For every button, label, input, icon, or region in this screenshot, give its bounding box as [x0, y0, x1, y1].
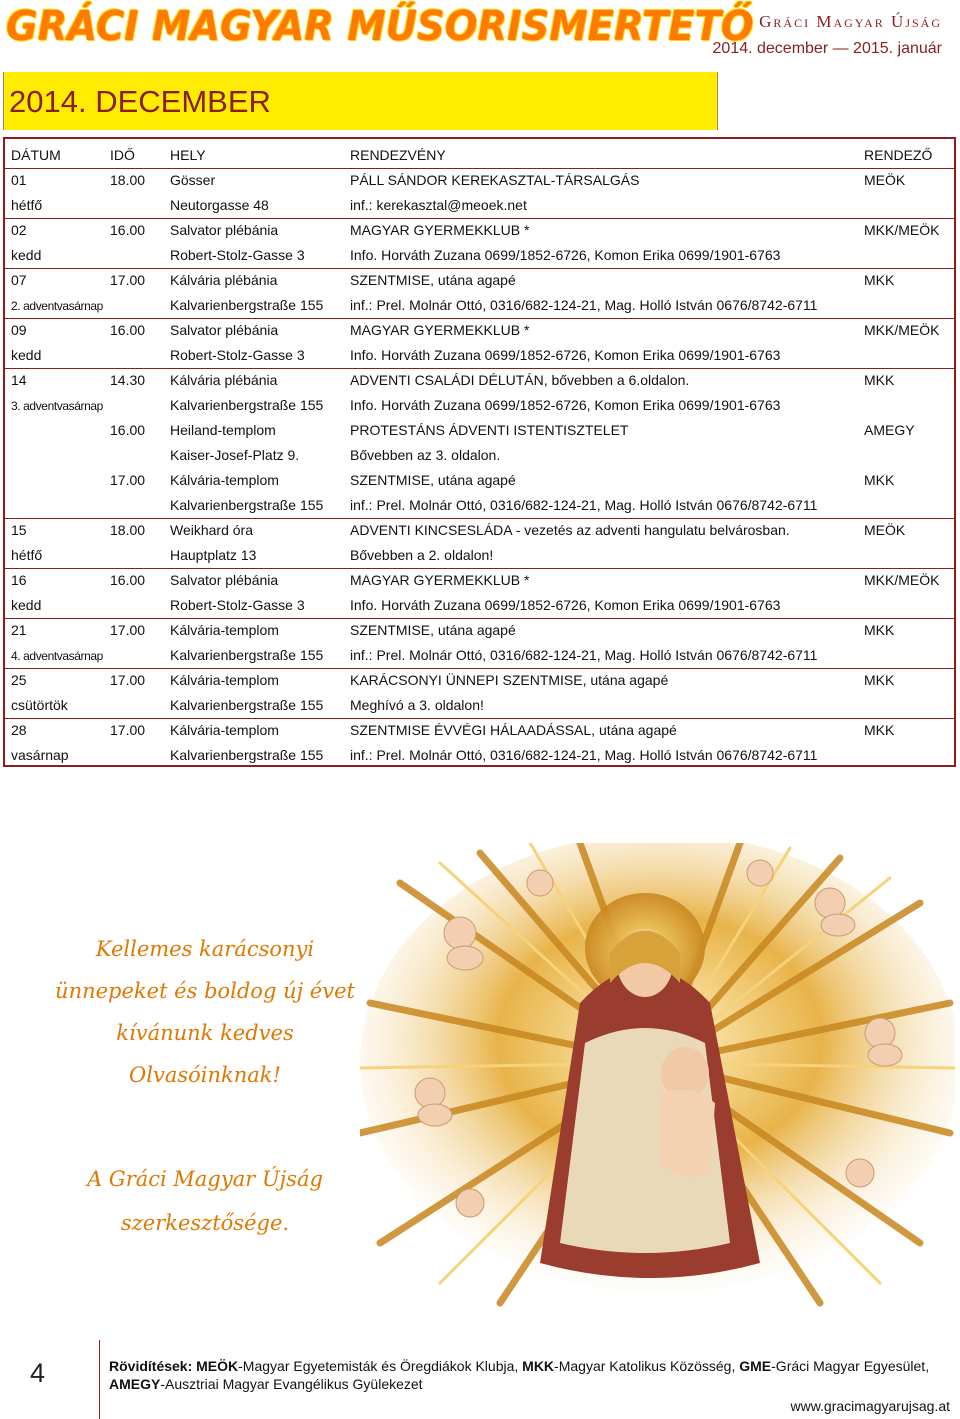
- table-row: [5, 368, 954, 393]
- greeting-line: kívánunk kedves: [116, 1021, 294, 1045]
- cell-organizer: MKK/MEÖK: [864, 572, 940, 588]
- table-row: [5, 743, 954, 768]
- table-row: [5, 618, 954, 643]
- cell-place: Kálvária plébánia: [170, 272, 278, 288]
- cell-event: Bővebben az 3. oldalon.: [350, 447, 501, 463]
- cell-event: SZENTMISE, utána agapé: [350, 622, 516, 638]
- cell-place: Kálvária-templom: [170, 622, 279, 638]
- cell-event: Bővebben a 2. oldalon!: [350, 547, 494, 563]
- cell-date: kedd: [11, 347, 42, 363]
- website-url: www.gracimagyarujsag.at: [790, 1398, 950, 1414]
- month-title: 2014. DECEMBER: [9, 84, 271, 119]
- table-row: [5, 193, 954, 218]
- cell-date: csütörtök: [11, 697, 68, 713]
- cell-event: SZENTMISE, utána agapé: [350, 272, 516, 288]
- cell-time: 16.00: [110, 572, 146, 588]
- table-row: [5, 218, 954, 243]
- abbrev-label: Rövidítések:: [109, 1358, 197, 1374]
- cell-time: 16.00: [110, 322, 146, 338]
- table-row: [5, 268, 954, 293]
- cell-event: inf.: kerekasztal@meoek.net: [350, 197, 527, 213]
- cell-date: 21: [11, 622, 27, 638]
- cell-organizer: MKK: [864, 672, 895, 688]
- table-row: [5, 568, 954, 593]
- cell-place: Kálvária-templom: [170, 472, 279, 488]
- header-title: GRÁCI MAGYAR MŰSORISMERTETŐ: [6, 2, 754, 50]
- cell-date: kedd: [11, 247, 42, 263]
- cell-organizer: MKK: [864, 622, 895, 638]
- table-row: [5, 593, 954, 618]
- cell-event: SZENTMISE ÉVVÉGI HÁLAADÁSSAL, utána agapé: [350, 722, 677, 738]
- cell-place: Robert-Stolz-Gasse 3: [170, 597, 305, 613]
- footer-divider: [99, 1340, 100, 1419]
- greeting-line: ünnepeket és boldog új évet: [55, 979, 355, 1003]
- table-row: [5, 243, 954, 268]
- cell-time: 17.00: [110, 622, 146, 638]
- cell-organizer: MEÖK: [864, 522, 906, 538]
- cell-organizer: MKK: [864, 472, 895, 488]
- cell-place: Kálvária plébánia: [170, 372, 278, 388]
- abbrev-text: -Ausztriai Magyar Evangélikus Gyülekezet: [160, 1376, 423, 1392]
- table-row: [5, 668, 954, 693]
- cell-event: inf.: Prel. Molnár Ottó, 0316/682-124-21, Mag. Holló István 0676/8742-6711: [350, 647, 818, 663]
- cell-place: Kalvarienbergstraße 155: [170, 497, 324, 513]
- abbrev-text: -Gráci Magyar Egyesület,: [771, 1358, 930, 1374]
- table-row: [5, 543, 954, 568]
- table-row: [5, 393, 954, 418]
- cell-place: Salvator plébánia: [170, 572, 279, 588]
- table-header-row: [5, 143, 954, 168]
- table-row: [5, 293, 954, 318]
- table-row: [5, 418, 954, 443]
- abbrev-text: -Magyar Katolikus Közösség,: [554, 1358, 740, 1374]
- cell-place: Kalvarienbergstraße 155: [170, 647, 324, 663]
- holiday-greeting: [40, 928, 370, 1096]
- cell-time: 18.00: [110, 172, 146, 188]
- cell-time: 14.30: [110, 372, 146, 388]
- cell-place: Kaiser-Josef-Platz 9.: [170, 447, 300, 463]
- issue-date-range: 2014. december — 2015. január: [712, 40, 942, 57]
- cell-event: Info. Horváth Zuzana 0699/1852-6726, Komon Erika 0699/1901-6763: [350, 247, 781, 263]
- cell-date: hétfő: [11, 197, 43, 213]
- table-row: [5, 168, 954, 193]
- greeting-line: Olvasóinknak!: [129, 1063, 281, 1087]
- cell-time: 17.00: [110, 722, 146, 738]
- cell-place: Hauptplatz 13: [170, 547, 257, 563]
- cell-organizer: MKK: [864, 722, 895, 738]
- cell-place: Neutorgasse 48: [170, 197, 269, 213]
- cell-organizer: MKK: [864, 272, 895, 288]
- cell-place: Gösser: [170, 172, 216, 188]
- signature-line: szerkesztősége.: [120, 1211, 290, 1235]
- greeting-line: Kellemes karácsonyi: [95, 937, 315, 961]
- cell-place: Kalvarienbergstraße 155: [170, 397, 324, 413]
- cell-date: 4. adventvasárnap: [11, 649, 103, 663]
- cell-place: Kalvarienbergstraße 155: [170, 747, 324, 763]
- cell-time: 16.00: [110, 222, 146, 238]
- cell-date: 15: [11, 522, 27, 538]
- cell-date: 07: [11, 272, 27, 288]
- cell-time: 18.00: [110, 522, 146, 538]
- cell-event: ADVENTI KINCSESLÁDA - vezetés az adventi hangulatu belvárosban.: [350, 522, 790, 538]
- cell-place: Weikhard óra: [170, 522, 254, 538]
- cell-organizer: AMEGY: [864, 422, 915, 438]
- cell-place: Salvator plébánia: [170, 222, 279, 238]
- cell-date: 2. adventvasárnap: [11, 299, 103, 313]
- cell-date: vasárnap: [11, 747, 69, 763]
- cell-date: 25: [11, 672, 27, 688]
- cell-event: inf.: Prel. Molnár Ottó, 0316/682-124-21, Mag. Holló István 0676/8742-6711: [350, 497, 818, 513]
- column-header-place: HELY: [170, 147, 206, 163]
- cell-organizer: MKK/MEÖK: [864, 222, 940, 238]
- madonna-altarpiece-image: [360, 843, 955, 1313]
- column-header-date: DÁTUM: [11, 147, 61, 163]
- cell-event: Meghívó a 3. oldalon!: [350, 697, 484, 713]
- cell-event: KARÁCSONYI ÜNNEPI SZENTMISE, utána agapé: [350, 672, 669, 688]
- header-info: [713, 12, 942, 58]
- cell-date: 01: [11, 172, 27, 188]
- column-header-organizer: RENDEZŐ: [864, 147, 933, 163]
- abbrev-code: MEÖK: [196, 1358, 239, 1374]
- cell-date: 02: [11, 222, 27, 238]
- cell-date: kedd: [11, 597, 42, 613]
- abbrev-code: AMEGY: [109, 1376, 161, 1392]
- table-row: [5, 443, 954, 468]
- cell-organizer: MKK/MEÖK: [864, 322, 940, 338]
- cell-place: Kálvária-templom: [170, 672, 279, 688]
- abbreviations-legend: [109, 1357, 949, 1393]
- cell-time: 17.00: [110, 272, 146, 288]
- cell-place: Salvator plébánia: [170, 322, 279, 338]
- abbrev-text: -Magyar Egyetemisták és Öregdiákok Klubja,: [238, 1358, 523, 1374]
- abbrev-code: GME: [739, 1358, 772, 1374]
- header-divider: [5, 168, 954, 169]
- event-schedule-table: [3, 137, 956, 767]
- cell-organizer: MKK: [864, 372, 895, 388]
- cell-place: Robert-Stolz-Gasse 3: [170, 347, 305, 363]
- cell-time: 16.00: [110, 422, 146, 438]
- cell-date: 14: [11, 372, 27, 388]
- cell-date: 09: [11, 322, 27, 338]
- month-banner: [3, 72, 718, 130]
- cell-place: Kálvária-templom: [170, 722, 279, 738]
- cell-event: SZENTMISE, utána agapé: [350, 472, 516, 488]
- cell-organizer: MEÖK: [864, 172, 906, 188]
- table-row: [5, 318, 954, 343]
- cell-event: PROTESTÁNS ÁDVENTI ISTENTISZTELET: [350, 422, 629, 438]
- column-header-event: RENDEZVÉNY: [350, 147, 446, 163]
- cell-time: 17.00: [110, 672, 146, 688]
- table-row: [5, 343, 954, 368]
- publication-name: Gráci Magyar Újság: [759, 12, 942, 31]
- cell-event: Info. Horváth Zuzana 0699/1852-6726, Komon Erika 0699/1901-6763: [350, 347, 781, 363]
- table-row: [5, 493, 954, 518]
- cell-time: 17.00: [110, 472, 146, 488]
- cell-date: 3. adventvasárnap: [11, 399, 103, 413]
- cell-event: MAGYAR GYERMEKKLUB *: [350, 322, 530, 338]
- cell-event: inf.: Prel. Molnár Ottó, 0316/682-124-21, Mag. Holló István 0676/8742-6711: [350, 297, 818, 313]
- cell-place: Kalvarienbergstraße 155: [170, 697, 324, 713]
- editorial-signature: [40, 1157, 370, 1245]
- page-number: 4: [30, 1358, 46, 1388]
- cell-date: 16: [11, 572, 27, 588]
- cell-event: PÁLL SÁNDOR KEREKASZTAL-TÁRSALGÁS: [350, 172, 640, 188]
- column-header-time: IDŐ: [110, 147, 135, 163]
- cell-event: Info. Horváth Zuzana 0699/1852-6726, Komon Erika 0699/1901-6763: [350, 597, 781, 613]
- cell-event: Info. Horváth Zuzana 0699/1852-6726, Komon Erika 0699/1901-6763: [350, 397, 781, 413]
- cell-event: MAGYAR GYERMEKKLUB *: [350, 222, 530, 238]
- cell-place: Heiland-templom: [170, 422, 276, 438]
- cell-event: ADVENTI CSALÁDI DÉLUTÁN, bővebben a 6.oldalon.: [350, 372, 690, 388]
- table-row: [5, 518, 954, 543]
- cell-place: Kalvarienbergstraße 155: [170, 297, 324, 313]
- cell-event: inf.: Prel. Molnár Ottó, 0316/682-124-21, Mag. Holló István 0676/8742-6711: [350, 747, 818, 763]
- cell-event: MAGYAR GYERMEKKLUB *: [350, 572, 530, 588]
- cell-place: Robert-Stolz-Gasse 3: [170, 247, 305, 263]
- table-row: [5, 718, 954, 743]
- cell-date: hétfő: [11, 547, 43, 563]
- table-row: [5, 693, 954, 718]
- table-row: [5, 468, 954, 493]
- abbrev-code: MKK: [522, 1358, 555, 1374]
- signature-line: A Gráci Magyar Újság: [87, 1167, 323, 1191]
- cell-date: 28: [11, 722, 27, 738]
- table-row: [5, 643, 954, 668]
